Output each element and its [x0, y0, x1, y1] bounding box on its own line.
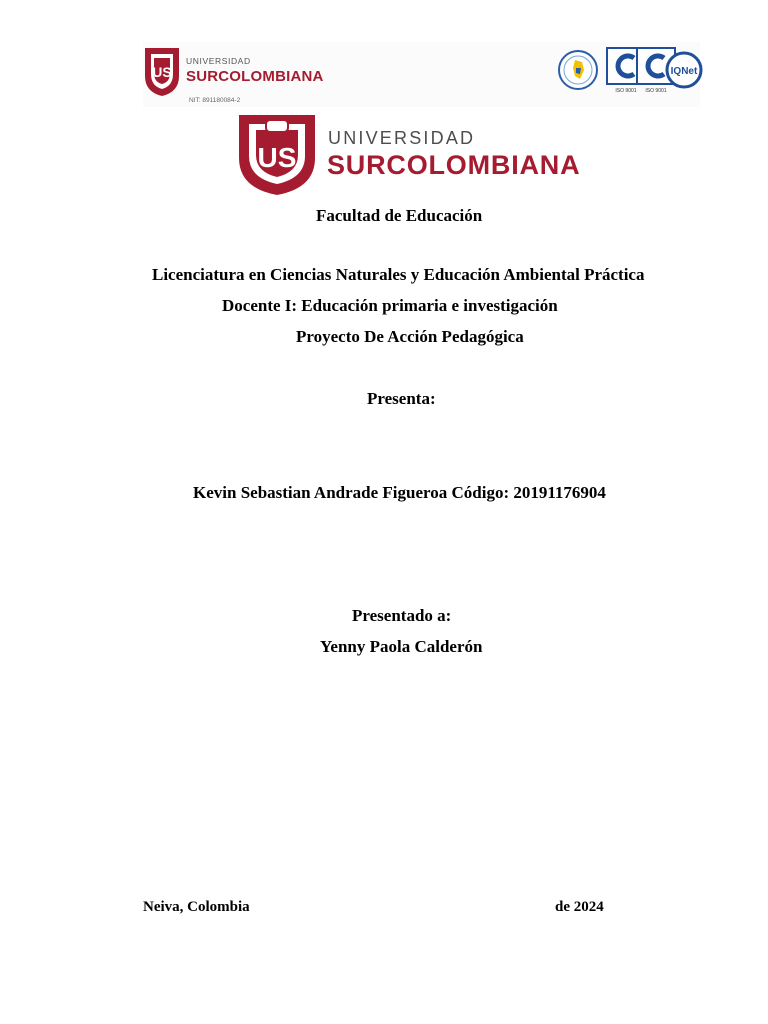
certification-badges: [557, 44, 700, 100]
teacher-name: Yenny Paola Calderón: [320, 637, 483, 656]
project-title: Proyecto De Acción Pedagógica: [296, 327, 524, 346]
small-monogram: US: [152, 64, 172, 80]
shield-emblem-icon: [143, 46, 181, 98]
author-line: Kevin Sebastian Andrade Figueroa Código: 20191176904: [193, 483, 606, 502]
small-logo-university-label: UNIVERSIDAD: [186, 56, 251, 66]
presents-label: Presenta:: [367, 389, 436, 408]
large-shield-emblem-icon: [236, 112, 318, 198]
presented-to-label: Presentado a:: [352, 606, 452, 625]
logo-university-label: UNIVERSIDAD: [328, 128, 476, 148]
colombia-accreditation-seal-icon: [557, 46, 599, 94]
small-university-logo: [143, 42, 323, 106]
header-banner: [143, 42, 700, 107]
program-title: Licenciatura en Ciencias Naturales y Educación Ambiental Práctica: [152, 265, 645, 284]
city-label: Neiva, Colombia: [143, 899, 250, 915]
faculty-title: Facultad de Educación: [316, 206, 483, 225]
iqnet-label: IQNet: [670, 66, 698, 77]
large-monogram: US: [257, 142, 297, 173]
cert-caption: ISO 9001: [645, 87, 667, 94]
logo-university-name: SURCOLOMBIANA: [327, 150, 581, 180]
course-title: Docente I: Educación primaria e investigación: [222, 296, 558, 315]
university-logo: [236, 112, 581, 198]
small-logo-nit: NIT: 891180084-2: [189, 97, 241, 104]
date-label: de 2024: [555, 899, 604, 915]
cert-caption: ISO 9001: [615, 87, 637, 94]
iqnet-certified-icon: [665, 46, 703, 94]
small-logo-name: SURCOLOMBIANA: [186, 68, 324, 85]
